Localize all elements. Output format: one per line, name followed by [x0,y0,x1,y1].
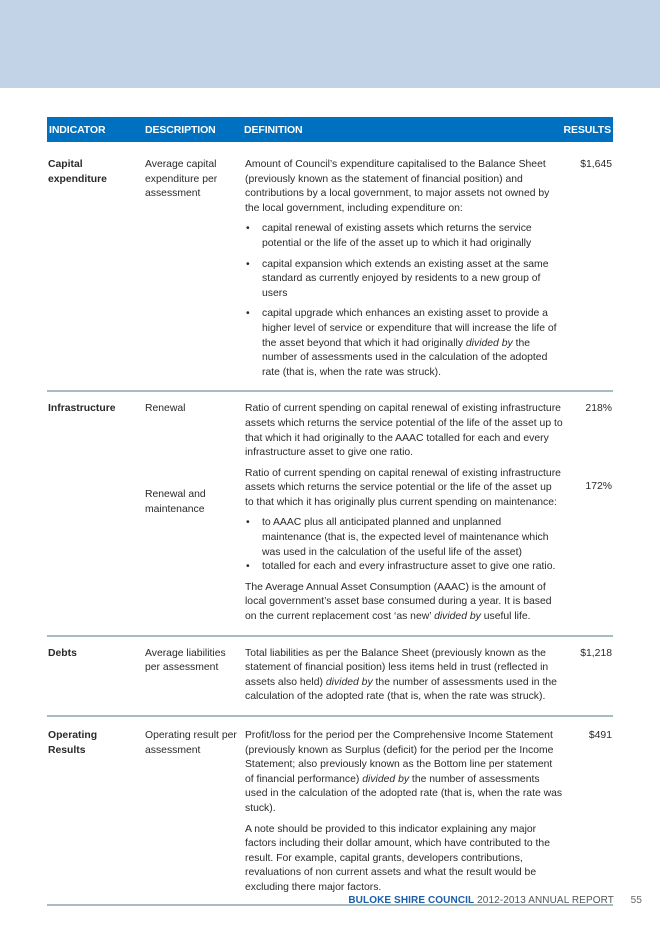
header-results: RESULTS [563,124,611,136]
definition-maintenance-intro: Ratio of current spending on capital renewal of existing infrastructure assets which returns the service potential or the life of the asset up to that which it has originally plus current spending on maintenance: [245,467,561,508]
bullet-item: • capital expansion which extends an existing asset at the same standard as currently enjoyed by residents to a new group of users [245,258,563,302]
description-cell: Average capital expenditure per assessment [145,159,218,200]
definition-part: the number of assessments used in the calculation of the adopted rate (that is, when the rate was struck). [245,676,557,703]
header-indicator: INDICATOR [49,124,106,136]
definition-cell [245,729,563,896]
page-footer [348,895,642,906]
table-row-capital-expenditure [47,142,613,390]
result-cell-renewal-maintenance: 172% [585,481,612,493]
emphasis-text: divided by [465,337,513,349]
definition-cell [245,647,563,705]
indicator-cell: Infrastructure [48,403,116,415]
result-cell: $491 [588,730,612,741]
definition-cell [245,158,563,380]
header-definition: DEFINITION [244,124,303,136]
description-cell: Average liabilities per assessment [145,647,226,674]
footer-organisation: BULOKE SHIRE COUNCIL [348,895,475,906]
page-number: 55 [630,895,642,906]
description-cell-renewal: Renewal [145,403,186,415]
definition-text [245,729,563,817]
indicator-cell: Capital expenditure [48,159,107,185]
bullet-item: • to AAAC plus all anticipated planned and unplanned maintenance (that is, the expected level of maintenance which was used in the calculation of the useful life of the asset) [245,516,563,560]
indicator-cell: Operating Results [48,730,98,756]
table-header [47,117,613,142]
emphasis-text: divided by [362,773,410,785]
emphasis-text: divided by [325,676,373,688]
description-cell-renewal-maintenance: Renewal and maintenance [145,489,206,515]
definition-cell [245,402,563,624]
footer-report-title: 2012-2013 ANNUAL REPORT [477,895,614,906]
table-row-operating-results [47,717,613,904]
header-description: DESCRIPTION [145,124,216,136]
indicators-table [47,117,613,906]
note-text: The Average Annual Asset Consumption (AAAC) is the amount of local government’s asset base consumed during a year. It is based on the current replacement cost ‘as new’ [245,581,552,623]
result-cell: $1,645 [580,159,612,170]
indicator-cell: Debts [48,647,77,659]
bullet-item: • totalled for each and every infrastructure asset to give one ratio. [245,560,563,575]
result-cell-renewal: 218% [585,403,612,415]
emphasis-text: divided by [434,611,481,623]
definition-note: A note should be provided to this indicator explaining any major factors including their dollar amount, which have contributed to the result. For example, capital grants, developers contributions, revaluations of non current assets and what the result would be excluding there major factors. [245,823,550,893]
definition-part: Profit/loss for the period per the Comprehensive Income Statement (previously known as Surplus (deficit) for the period per the Income Statement; also previously known as the Bottom line per statement of financial performance) [245,730,554,785]
bullet-text: the number of assessments used in the calculation of the adopted rate (that is, when the rate was struck). [262,337,548,378]
bullet-text: capital upgrade which enhances an existing asset to provide a higher level of service or expenditure that will increase the life of the asset beyond that which it had originally [262,308,557,349]
bullet-item: • capital renewal of existing assets which returns the service potential or the life of the asset up to which it had originally [245,222,563,251]
result-cell: $1,218 [580,647,612,659]
description-cell: Operating result per assessment [145,730,237,756]
definition-renewal: Ratio of current spending on capital renewal of existing infrastructure assets which returns the service potential of the life of the asset up to that which it had originally to the AAAC totalled for each and every infrastructure asset to give one ratio. [245,403,563,459]
definition-intro: Amount of Council’s expenditure capitalised to the Balance Sheet (previously known as the statement of financial position) and contributions by a local government, to major assets not owned by the local government, including expenditure on: [245,159,550,214]
definition-part: Total liabilities as per the Balance Sheet (previously known as the statement of financial position) less items held in trust (reflected in assets also held) [245,647,549,688]
definition-text [245,647,563,705]
definition-part: the number of assessments used in the calculation of the adopted rate (that is, when the rate was stuck). [245,773,563,814]
aaac-note [245,581,563,625]
definition-bullets [245,516,563,574]
table-row-debts [47,637,613,715]
note-text: useful life. [480,611,531,623]
top-banner-band [0,0,660,88]
definition-bullets [245,222,563,380]
table-row-infrastructure [47,392,613,634]
bullet-item [245,307,563,380]
